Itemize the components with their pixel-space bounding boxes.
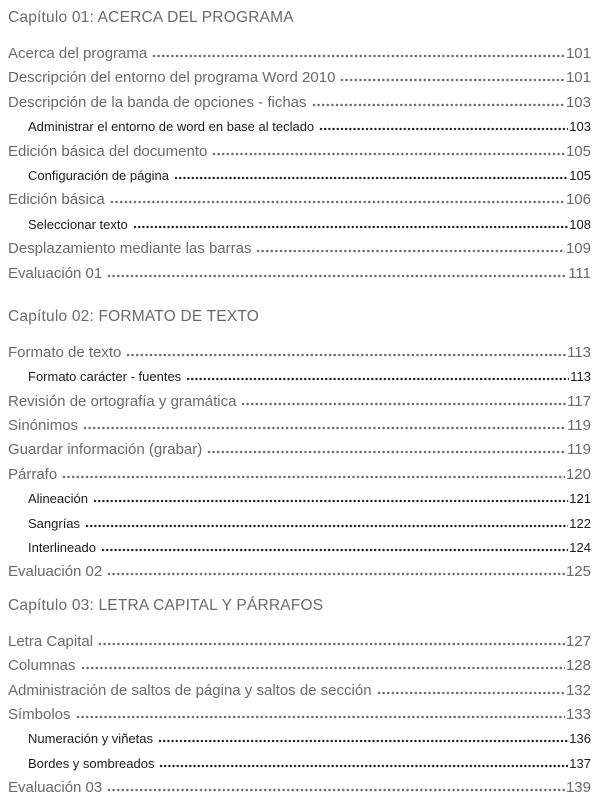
toc-entry-page: 105 xyxy=(569,167,591,183)
toc-entry-page: 125 xyxy=(565,563,591,581)
toc-entry xyxy=(8,115,591,139)
dot-leader xyxy=(101,548,568,552)
toc-entry-label: Formato carácter - fuentes xyxy=(28,369,182,385)
toc-entry xyxy=(8,727,591,751)
dot-leader xyxy=(62,475,565,479)
toc-entry xyxy=(8,341,591,365)
toc-entry-page: 139 xyxy=(565,779,591,797)
dot-leader xyxy=(107,274,567,278)
dot-leader xyxy=(377,691,565,695)
toc-entry-label: Administración de saltos de página y saltos de sección xyxy=(8,681,372,699)
dot-leader xyxy=(76,715,565,719)
toc-entry-label: Interlineado xyxy=(28,540,96,556)
toc-entry-label: Descripción del entorno del programa Word 2010 xyxy=(8,69,336,87)
dot-leader xyxy=(93,499,568,503)
toc-entry-label: Evaluación 03 xyxy=(8,779,103,797)
toc-entry-page: 122 xyxy=(569,515,591,531)
dot-leader xyxy=(83,426,566,430)
dot-leader xyxy=(107,572,565,576)
dot-leader xyxy=(241,402,566,406)
toc-entry-label: Descripción de la banda de opciones - fichas xyxy=(8,93,307,111)
dot-leader xyxy=(98,642,565,646)
toc-entry xyxy=(8,536,591,560)
toc-entry xyxy=(8,365,591,389)
toc-entry-page: 105 xyxy=(565,142,591,160)
toc-entry-page: 111 xyxy=(568,264,591,282)
chapter-section-01 xyxy=(8,9,591,286)
toc-entry-page: 113 xyxy=(567,343,591,361)
toc-entry xyxy=(8,164,591,188)
toc-entry-page: 103 xyxy=(565,93,591,111)
dot-leader xyxy=(312,103,565,107)
toc-entry xyxy=(8,390,591,414)
toc-entry-page: 103 xyxy=(569,119,591,135)
toc-entry-label: Símbolos xyxy=(8,705,71,723)
toc-entry-label: Evaluación 01 xyxy=(8,264,103,282)
toc-entry-label: Letra Capital xyxy=(8,632,94,650)
dot-leader xyxy=(159,764,568,768)
dot-leader xyxy=(126,353,566,357)
toc-entry xyxy=(8,463,591,487)
toc-entry xyxy=(8,188,591,212)
toc-entry xyxy=(8,560,591,584)
toc-entry xyxy=(8,703,591,727)
toc-entry-label: Configuración de página xyxy=(28,167,169,183)
toc-entry-page: 117 xyxy=(567,392,591,410)
dot-leader xyxy=(340,78,565,82)
chapter-heading: Capítulo 03: LETRA CAPITAL Y PÁRRAFOS xyxy=(8,596,324,614)
toc-entry-page: 136 xyxy=(569,731,591,747)
toc-entry-label: Formato de texto xyxy=(8,343,122,361)
toc-entry xyxy=(8,91,591,115)
toc-entry-label: Seleccionar texto xyxy=(28,216,128,232)
toc-entry-page: 106 xyxy=(565,191,591,209)
toc-entry xyxy=(8,487,591,511)
dot-leader xyxy=(207,450,566,454)
chapter-section-03 xyxy=(8,597,591,801)
toc-entry-page: 137 xyxy=(569,755,591,771)
toc-entry xyxy=(8,237,591,261)
toc-entry-page: 120 xyxy=(565,465,591,483)
dot-leader xyxy=(133,225,569,229)
chapter-heading: Capítulo 01: ACERCA DEL PROGRAMA xyxy=(8,9,294,26)
dot-leader xyxy=(85,524,568,528)
chapter-section-02 xyxy=(8,308,591,585)
toc-entry xyxy=(8,140,591,164)
toc-entry-page: 132 xyxy=(565,681,591,699)
toc-entry-label: Columnas xyxy=(8,657,76,675)
toc-entry-label: Numeración y viñetas xyxy=(28,731,153,747)
toc-entry-page: 127 xyxy=(565,632,591,650)
toc-entry xyxy=(8,66,591,90)
dot-leader xyxy=(212,152,565,156)
toc-entry xyxy=(8,512,591,536)
dot-leader xyxy=(107,788,565,792)
dot-leader xyxy=(174,176,568,180)
toc-entry xyxy=(8,752,591,776)
toc-entry xyxy=(8,438,591,462)
toc-entry-page: 121 xyxy=(569,491,591,507)
toc-entry xyxy=(8,262,591,286)
toc-entry-label: Acerca del programa xyxy=(8,45,148,62)
toc-entry-label: Desplazamiento mediante las barras xyxy=(8,240,252,258)
toc-entry-label: Administrar el entorno de word en base al teclado xyxy=(28,119,315,135)
toc-entry-label: Revisión de ortografía y gramática xyxy=(8,392,237,410)
toc-entry-page: 128 xyxy=(565,657,591,675)
toc-entry-page: 133 xyxy=(565,705,591,723)
toc-entry xyxy=(8,630,591,654)
dot-leader xyxy=(319,127,568,131)
dot-leader xyxy=(186,377,569,381)
toc-entry-label: Alineación xyxy=(28,491,88,507)
toc-entry-label: Sinónimos xyxy=(8,417,79,435)
dot-leader xyxy=(256,249,565,253)
dot-leader xyxy=(110,200,565,204)
chapter-heading: Capítulo 02: FORMATO DE TEXTO xyxy=(8,307,260,325)
dot-leader xyxy=(152,54,565,58)
toc-entry-page: 109 xyxy=(565,240,591,258)
toc-entry-page: 101 xyxy=(565,45,591,62)
dot-leader xyxy=(158,739,568,743)
toc-entry xyxy=(8,42,591,66)
toc-entry-label: Edición básica del documento xyxy=(8,142,208,160)
toc-entry xyxy=(8,679,591,703)
toc-entry-page: 119 xyxy=(567,417,591,435)
toc-entry-label: Evaluación 02 xyxy=(8,563,103,581)
toc-entry-page: 101 xyxy=(565,69,591,87)
toc-entry-page: 108 xyxy=(569,216,591,232)
toc-entry xyxy=(8,213,591,237)
toc-entry-label: Bordes y sombreados xyxy=(28,755,155,771)
toc-entry xyxy=(8,414,591,438)
toc-entry-page: 119 xyxy=(567,441,591,459)
toc-entry-label: Edición básica xyxy=(8,191,105,209)
toc-entry-label: Sangrías xyxy=(28,515,81,531)
dot-leader xyxy=(81,666,565,670)
toc-entry-label: Guardar información (grabar) xyxy=(8,441,203,459)
toc-entry-label: Párrafo xyxy=(8,465,58,483)
toc-entry-page: 113 xyxy=(570,369,591,385)
toc-entry-page: 124 xyxy=(569,540,591,556)
toc-entry xyxy=(8,654,591,678)
